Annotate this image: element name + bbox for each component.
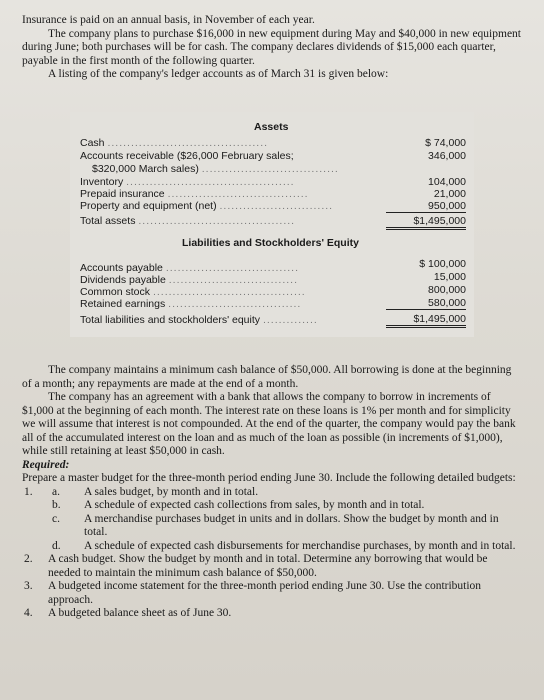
- item-number: 2.: [24, 553, 33, 565]
- assets-header: Assets: [254, 121, 289, 133]
- item-text: A budgeted income statement for the three-month period ending June 30. Use the contribution approach.: [48, 580, 482, 606]
- requirements-list: [22, 486, 522, 621]
- ledger-row: Inventory ...........................................: [80, 176, 295, 188]
- ledger-amount: 346,000: [428, 150, 466, 162]
- ledger-amount: 21,000: [433, 188, 466, 200]
- ledger-amount: 15,000: [433, 271, 466, 283]
- ledger-amount: $ 100,000: [419, 258, 466, 270]
- ledger-amount: 104,000: [428, 176, 466, 188]
- list-item: [22, 580, 522, 607]
- ledger-label: Inventory: [80, 176, 124, 188]
- ledger-row: [80, 150, 370, 162]
- item-number: 3.: [24, 580, 33, 592]
- required-text: Prepare a master budget for the three-month period ending June 30. Include the following detailed budgets:: [22, 472, 516, 484]
- body-paragraph-2: The company has an agreement with a bank that allows the company to borrow in increments of $1,000 at the beginning of each month. The interest rate on these loans is 1% per month and for simplicity we will assume that interest is not compounded. At the end of the quarter, the company would pay the bank all of the accumulated interest on the loan and as much of the loan as possible (in increments of $1,000), while still retaining at least $50,000 in cash.: [22, 391, 516, 457]
- ledger-row: Property and equipment (net) .............................: [80, 200, 334, 212]
- ledger-amount: 800,000: [428, 284, 466, 296]
- item-letter: a.: [52, 485, 60, 498]
- item-number: 4.: [24, 607, 33, 619]
- item-text: A sales budget, by month and in total.: [84, 485, 259, 498]
- ledger-row: Retained earnings ..................................: [80, 298, 302, 310]
- ledger-label: Total liabilities and stockholders' equity: [80, 314, 261, 326]
- list-item: [22, 553, 522, 580]
- ledger-row: Accounts payable ..................................: [80, 262, 299, 274]
- item-text: A merchandise purchases budget in units and in dollars. Show the budget by month and in total.: [84, 512, 499, 538]
- ledger-label: Property and equipment (net): [80, 200, 217, 212]
- ledger-row: Prepaid insurance ....................................: [80, 188, 309, 200]
- item-letter: b.: [52, 499, 61, 511]
- ledger-amount: $1,495,000: [386, 215, 466, 230]
- ledger-row: Total assets ........................................: [80, 215, 296, 227]
- ledger-label: Total assets: [80, 215, 136, 227]
- ledger-row: Cash .........................................: [80, 137, 269, 149]
- liabilities-header: Liabilities and Stockholders' Equity: [182, 237, 359, 249]
- item-letter: d.: [52, 539, 61, 552]
- intro-paragraph-3: A listing of the company's ledger accounts as of March 31 is given below:: [48, 68, 389, 80]
- intro-line-1: Insurance is paid on an annual basis, in November of each year.: [22, 14, 315, 26]
- required-heading: [22, 459, 522, 473]
- ledger-row: Common stock .......................................: [80, 286, 306, 298]
- list-item: [22, 486, 522, 500]
- list-item: [22, 607, 522, 621]
- item-text: A cash budget. Show the budget by month and in total. Determine any borrowing that would be needed to maintain the minimum cash balance of $50,000.: [48, 553, 488, 579]
- list-item: [22, 540, 522, 554]
- list-item: [22, 513, 522, 540]
- ledger-label: Prepaid insurance: [80, 188, 165, 200]
- intro-text: [22, 14, 522, 82]
- ledger-label: Common stock: [80, 286, 151, 298]
- item-letter: c.: [52, 512, 60, 525]
- item-text: A schedule of expected cash collections from sales, by month and in total.: [84, 499, 425, 511]
- ledger-label: Accounts receivable ($26,000 February sales;: [80, 150, 294, 162]
- ledger-label: Cash: [80, 137, 105, 149]
- ledger-amount: 950,000: [386, 200, 466, 213]
- item-text: A budgeted balance sheet as of June 30.: [48, 607, 232, 619]
- ledger-row: $320,000 March sales) ...................................: [92, 163, 339, 175]
- item-number: 1.: [24, 485, 33, 498]
- ledger-label: $320,000 March sales): [92, 163, 199, 175]
- ledger-amount: $ 74,000: [425, 137, 466, 149]
- ledger-label: Retained earnings: [80, 298, 166, 310]
- body-paragraph-1: The company maintains a minimum cash balance of $50,000. All borrowing is done at the beginning of a month; any repayments are made at the end of a month.: [22, 364, 512, 390]
- ledger-label: Accounts payable: [80, 262, 163, 274]
- ledger-label: Dividends payable: [80, 274, 166, 286]
- ledger-amount: $1,495,000: [386, 313, 466, 328]
- intro-paragraph-2: The company plans to purchase $16,000 in new equipment during May and $40,000 in new equipment during June; both purchases will be for cash. The company declares dividends of $15,000 each quarter, payable in the first month of the following quarter.: [22, 27, 521, 67]
- list-item: [22, 499, 522, 513]
- required-label: Required:: [22, 458, 70, 471]
- ledger-accounts-table: [70, 112, 474, 337]
- problem-body: [22, 364, 522, 621]
- ledger-row: Total liabilities and stockholders' equity ..............: [80, 314, 318, 326]
- item-text: A schedule of expected cash disbursements for merchandise purchases, by month and in total.: [84, 539, 516, 552]
- ledger-amount: 580,000: [386, 297, 466, 310]
- ledger-row: Dividends payable .................................: [80, 274, 299, 286]
